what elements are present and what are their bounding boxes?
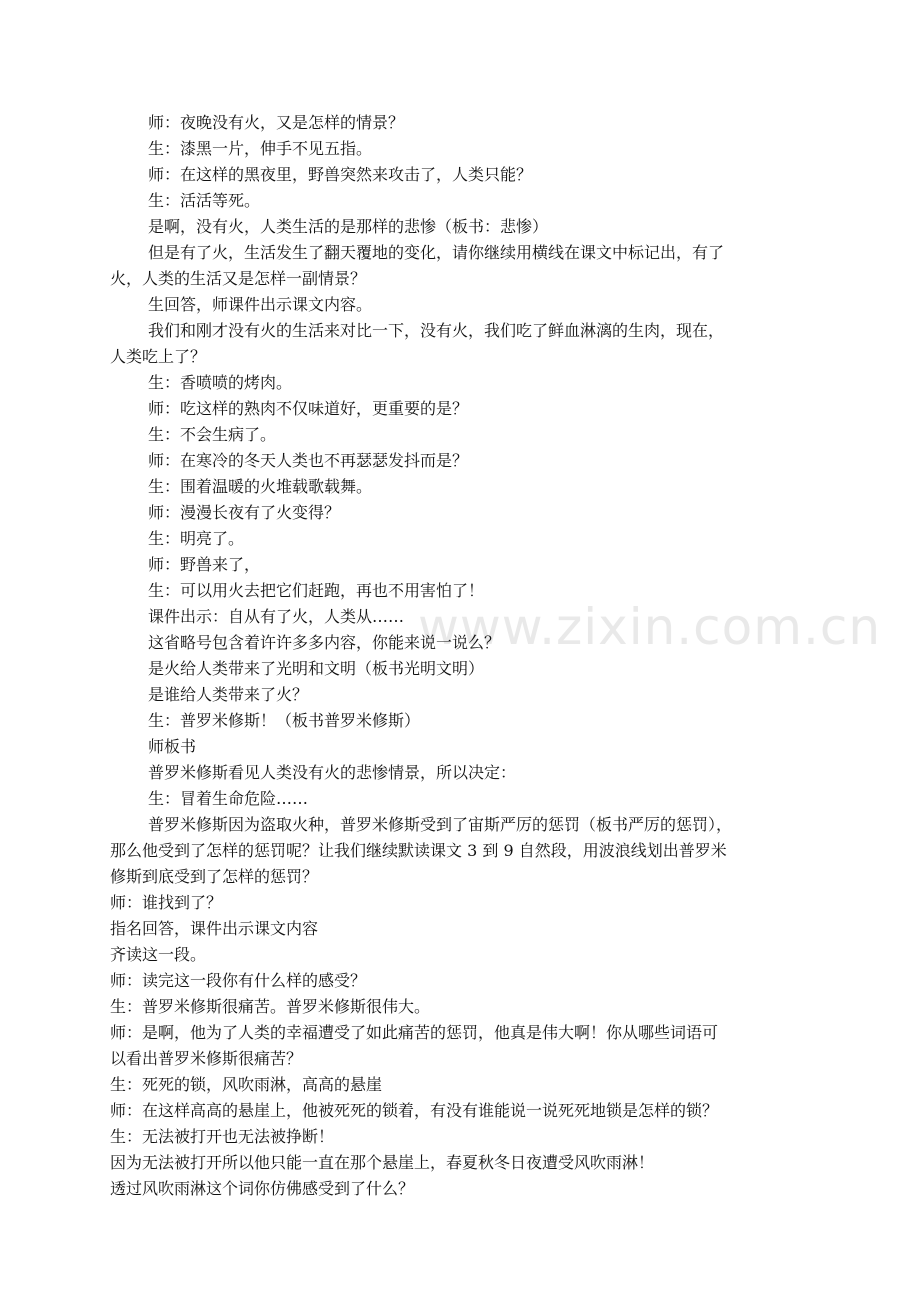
text-line: 生：普罗米修斯很痛苦。普罗米修斯很伟大。 — [110, 997, 431, 1016]
text-line: 是谁给人类带来了火？ — [148, 685, 309, 704]
text-line: 齐读这一段。 — [110, 945, 207, 964]
text-line: 但是有了火，生活发生了翻天覆地的变化，请你继续用横线在课文中标记出，有了 — [148, 243, 725, 262]
text-line: 是火给人类带来了光明和文明（板书光明文明） — [148, 659, 485, 678]
text-line: 生回答，师课件出示课文内容。 — [148, 295, 373, 314]
text-line: 生：可以用火去把它们赶跑，再也不用害怕了！ — [148, 581, 485, 600]
text-line: 修斯到底受到了怎样的惩罚？ — [110, 867, 319, 886]
text-line: 这省略号包含着许许多多内容，你能来说一说么？ — [148, 633, 501, 652]
text-line: 生：活活等死。 — [148, 191, 261, 210]
text-line: 生：围着温暖的火堆载歌载舞。 — [148, 477, 373, 496]
text-line: 因为无法被打开所以他只能一直在那个悬崖上，春夏秋冬日夜遭受风吹雨淋！ — [110, 1153, 655, 1172]
text-line: 透过风吹雨淋这个词你仿佛感受到了什么？ — [110, 1179, 415, 1198]
text-line: 师：读完这一段你有什么样的感受？ — [110, 971, 367, 990]
text-line: 师：在这样的黑夜里，野兽突然来攻击了，人类只能？ — [148, 165, 533, 184]
text-line: 人类吃上了？ — [110, 347, 207, 366]
text-line: 师板书 — [148, 737, 197, 756]
text-line: 生：香喷喷的烤肉。 — [148, 373, 293, 392]
text-line: 师：野兽来了， — [148, 555, 261, 574]
text-line: 生：死死的锁，风吹雨淋，高高的悬崖 — [110, 1075, 383, 1094]
text-line: 那么他受到了怎样的惩罚呢？让我们继续默读课文 3 到 9 自然段，用波浪线划出普罗米 — [110, 841, 727, 860]
text-line: 是啊，没有火，人类生活的是那样的悲惨（板书：悲惨） — [148, 217, 549, 236]
text-line: 生：无法被打开也无法被挣断！ — [110, 1127, 335, 1146]
text-line: 生：不会生病了。 — [148, 425, 277, 444]
text-line: 师：在寒冷的冬天人类也不再瑟瑟发抖而是？ — [148, 451, 469, 470]
text-line: 师：夜晚没有火，又是怎样的情景？ — [148, 113, 405, 132]
text-line: 师：吃这样的熟肉不仅味道好，更重要的是？ — [148, 399, 469, 418]
text-line: 师：漫漫长夜有了火变得？ — [148, 503, 341, 522]
text-line: 师：在这样高高的悬崖上，他被死死的锁着，有没有谁能说一说死死地锁是怎样的锁？ — [110, 1101, 719, 1120]
text-line: 普罗米修斯因为盗取火种，普罗米修斯受到了宙斯严厉的惩罚（板书严厉的惩罚）， — [148, 815, 733, 834]
text-line: 生：普罗米修斯！（板书普罗米修斯） — [148, 711, 421, 730]
text-line: 生：漆黑一片，伸手不见五指。 — [148, 139, 373, 158]
text-line: 火，人类的生活又是怎样一副情景？ — [110, 269, 367, 288]
text-line: 师：是啊，他为了人类的幸福遭受了如此痛苦的惩罚，他真是伟大啊！你从哪些词语可 — [110, 1023, 719, 1042]
watermark: www.zixin.com.cn — [418, 598, 882, 656]
text-line: 以看出普罗米修斯很痛苦？ — [110, 1049, 303, 1068]
text-line: 师：谁找到了？ — [110, 893, 223, 912]
text-line: 指名回答，课件出示课文内容 — [110, 919, 319, 938]
text-line: 普罗米修斯看见人类没有火的悲惨情景，所以决定： — [148, 763, 517, 782]
text-line: 生：明亮了。 — [148, 529, 245, 548]
text-line: 课件出示：自从有了火，人类从…… — [148, 607, 405, 626]
text-line: 我们和刚才没有火的生活来对比一下，没有火，我们吃了鲜血淋漓的生肉，现在， — [148, 321, 725, 340]
text-line: 生：冒着生命危险…… — [148, 789, 309, 808]
document-page — [110, 110, 812, 1202]
